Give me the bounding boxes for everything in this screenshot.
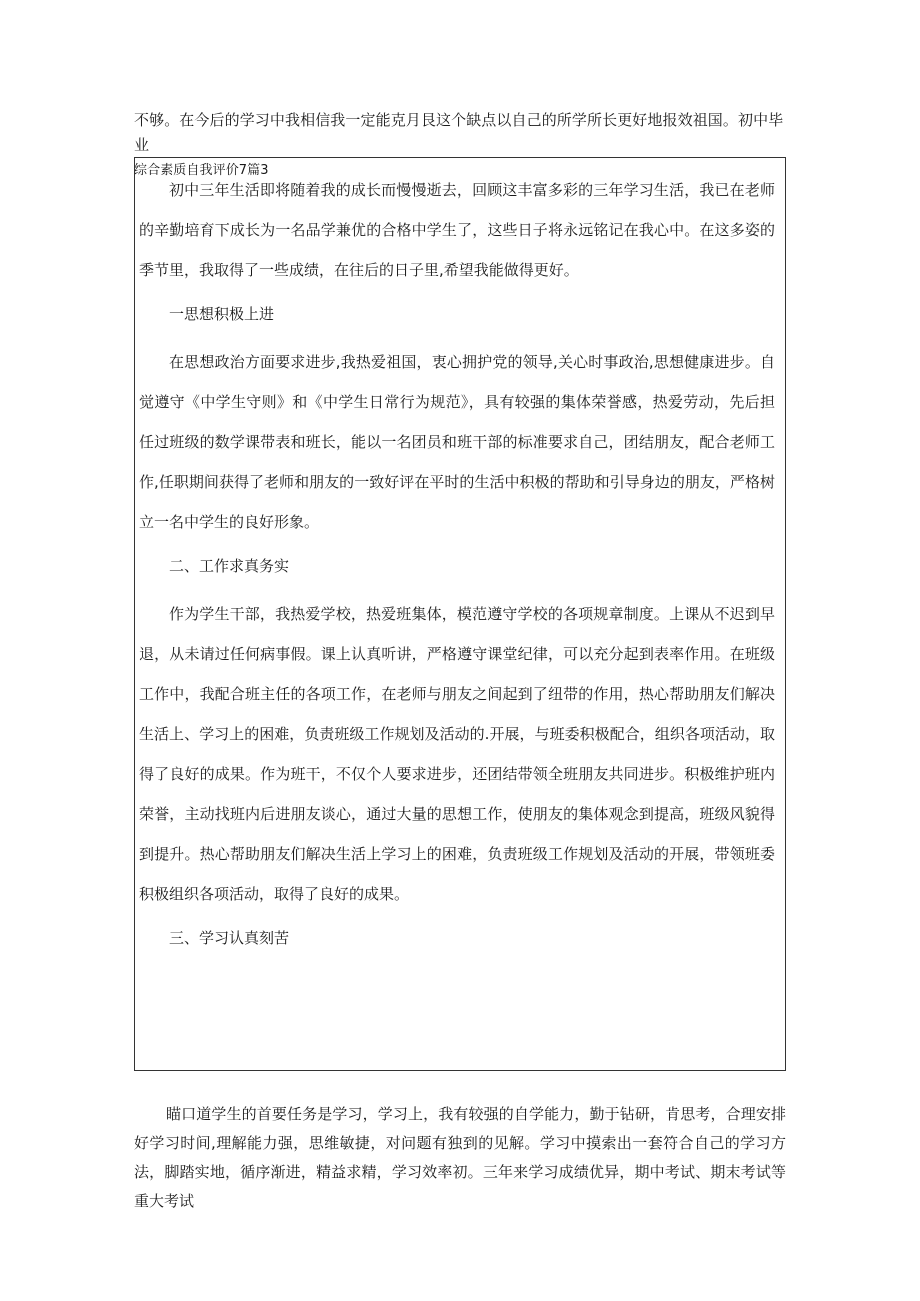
frame-content [135,158,785,958]
section-heading-1: 一思想积极上进 [169,305,275,323]
paragraph-work: 作为学生干部，我热爱学校，热爱班集体，模范遵守学校的各项规章制度。上课从不迟到早退，从未请过任何病事假。课上认真听讲，严格遵守课堂纪律，可以充分起到表率作用。在班级工作中，我配合班主任的各项工作，在老师与朋友之间起到了纽带的作用，热心帮助朋友们解决生活上、学习上的困难，负责班级工作规划及活动的.开展，与班委积极配合，组织各项活动，取得了良好的成果。作为班干，不仅个人要求进步，还团结带领全班朋友共同进步。积极维护班内荣誉，主动找班内后进朋友谈心，通过大量的思想工作，使朋友的集体观念到提高，班级风貌得到提升。热心帮助朋友们解决生活上学习上的困难，负责班级工作规划及活动的开展，带领班委积极组织各项活动，取得了良好的成果。 [139,605,775,903]
paragraph-thought: 在思想政治方面要求进步,我热爱祖国，衷心拥护党的领导,关心时事政治,思想健康进步。自觉遵守《中学生守则》和《中学生日常行为规范》，具有较强的集体荣誉感，热爱劳动，先后担任过班级的数学课带表和班长，能以一名团员和班干部的标准要求自己，团结朋友，配合老师工作,任职期间获得了老师和朋友的一致好评在平时的生活中积极的帮助和引导身边的朋友，严格树立一名中学生的良好形象。 [139,353,775,531]
outro-text [134,1100,786,1216]
paragraph-opening: 初中三年生活即将随着我的成长而慢慢逝去，回顾这丰富多彩的三年学习生活，我已在老师的辛勤培育下成长为一名品学兼优的合格中学生了，这些日子将永远铭记在我心中。在这多姿的季节里，我取得了一些成绩，在往后的日子里,希望我能做得更好。 [139,181,775,279]
section-heading-3: 三、学习认真刻苦 [169,929,290,947]
intro-line-1: 不够。在今后的学习中我相信我一定能克月艮这个缺点以自己的所学所长更好地报效祖国。初中毕业 [134,111,784,154]
paragraph-study: 瞄口道学生的首要任务是学习，学习上，我有较强的自学能力，勤于钻研，肯思考，合理安排好学习时间,理解能力强，思维敏捷，对问题有独到的见解。学习中摸索出一套符合自己的学习方法，脚踏实地，循序渐进，精益求精，学习效率初。三年来学习成绩优异，期中考试、期末考试等重大考试 [134,1105,786,1210]
section-heading-2: 二、工作求真务实 [169,557,290,575]
bordered-text-frame [134,157,786,1071]
intro-line-2: 综合素质自我评价7篇3 [134,163,269,178]
